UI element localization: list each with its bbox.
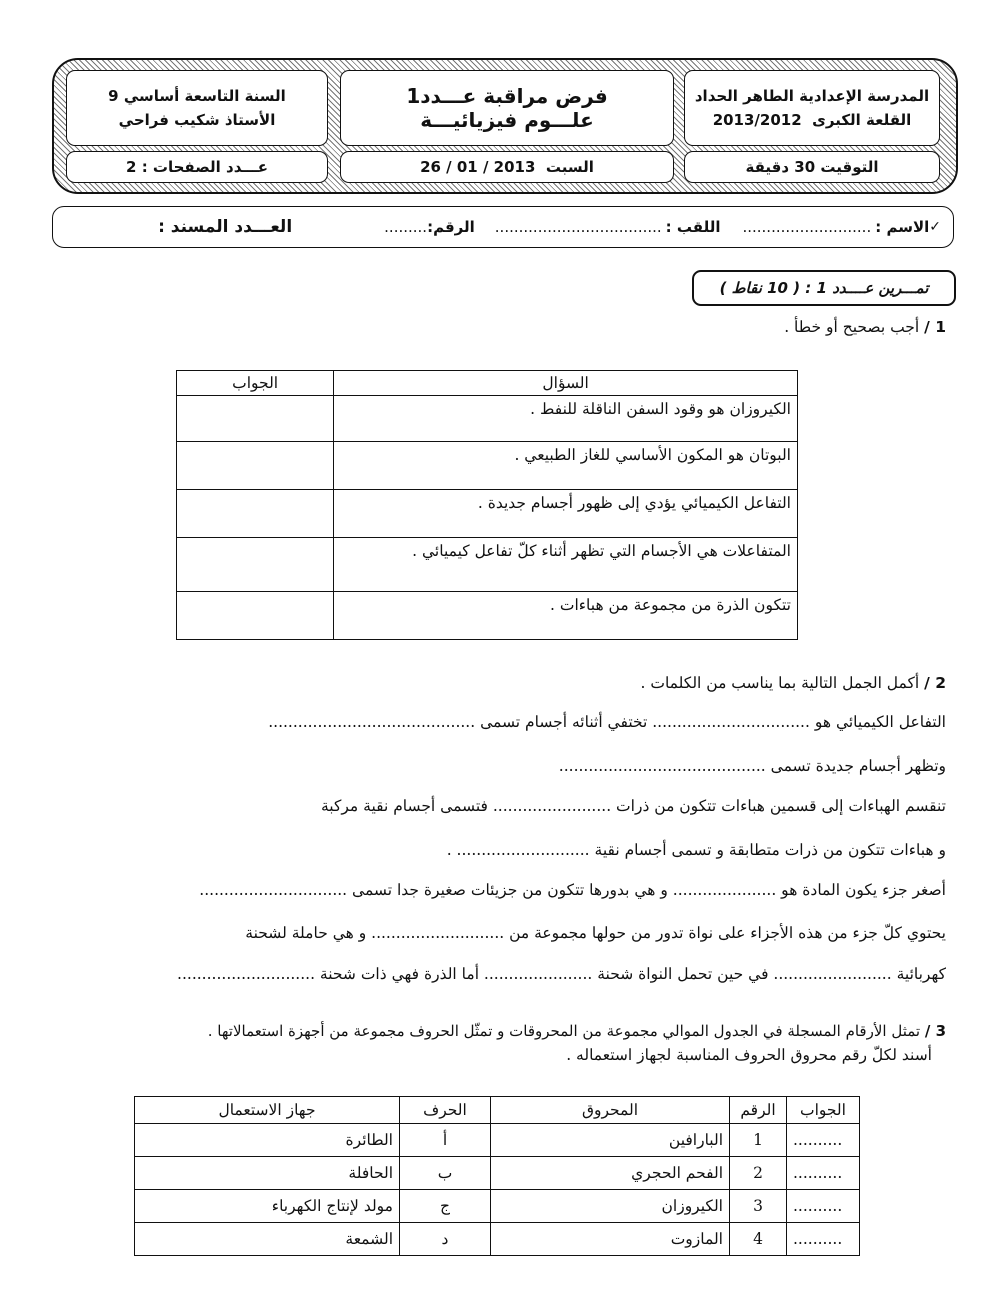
fuel-header: المحروق [491,1097,730,1124]
page-count-label: عـــدد الصفحات : [141,158,268,176]
answer-blank[interactable]: .......... [787,1124,860,1157]
school-place-year [713,108,912,132]
page-count-value: 2 [126,158,137,176]
table-row: الكيروزان هو وقود السفن الناقلة للنفط . [334,396,798,442]
number-label: الرقم: [427,218,475,236]
q3-text-2: أسند لكلّ رقم محروق الحروف المناسبة لجهاز استعماله . [566,1046,932,1064]
header-time-box [684,151,940,183]
answer-cell[interactable] [177,396,334,442]
q2-text: أكمل الجمل التالية بما يناسب من الكلمات . [640,674,920,692]
answer-cell[interactable] [177,490,334,538]
fuel-name: البارافين [491,1124,730,1157]
fuel-number: 3 [730,1190,787,1223]
answer-cell[interactable] [177,592,334,640]
number-header: الرقم [730,1097,787,1124]
answer-blank[interactable]: .......... [787,1190,860,1223]
q2-line-4[interactable]: و هباءات تتكون من ذرات متطابقة و تسمى أجسام نقية ........................... . [446,841,946,859]
q3-number: 3 / [924,1022,946,1040]
name-label: الاسم : [875,218,930,236]
class-level: السنة التاسعة أساسي 9 [108,87,286,105]
school-place: القلعة الكبرى [812,111,912,129]
q3-prompt [208,1022,946,1040]
letter-header: الحرف [400,1097,491,1124]
q3-text-1: تمثل الأرقام المسجلة في الجدول الموالي مجموعة من المحروقات و تمثّل الحروف مجموعة من أجهزة استعمالاتها . [207,1022,921,1040]
teacher-name: الأستاذ شكيب فراحي [118,111,276,129]
table-row [135,1223,860,1256]
table-row: المتفاعلات هي الأجسام التي تظهر أثناء كلّ تفاعل كيميائي . [334,538,798,592]
q1-prompt [784,318,946,336]
school-name: المدرسة الإعدادية الطاهر الحداد [694,87,930,105]
header-school-box [684,70,940,146]
exam-day: السبت [545,158,594,176]
q2-line-1[interactable]: التفاعل الكيميائي هو ................................ تختفي أثنائه أجسام تسمى .......................................... [268,713,946,731]
surname-field[interactable]: ................................... [494,218,662,236]
answer-cell[interactable] [177,442,334,490]
col-question-header: السؤال [334,371,798,396]
q2-line-7[interactable]: كهربائية ........................ في حين تحمل النواة شحنة ...................... أما الذرة فهي ذات شحنة ............................ [177,965,946,983]
device-name: مولد لإنتاج الكهرباء [135,1190,400,1223]
fuel-number: 1 [730,1124,787,1157]
device-name: الطائرة [135,1124,400,1157]
table-row [135,1190,860,1223]
device-letter: ج [400,1190,491,1223]
header-date-box [340,151,674,183]
device-letter: ب [400,1157,491,1190]
table-row: البوتان هو المكون الأساسي للغاز الطبيعي . [334,442,798,490]
name-field[interactable]: ........................... [742,218,872,236]
q1-number: 1 / [924,318,946,336]
student-info-bar [52,206,954,248]
exercise-title: تمـــرين عــــدد 1 : ( 10 نقاط ) [692,270,956,306]
checkmark-icon: ✓ [929,219,941,235]
header-pages-box [66,151,328,183]
device-header: جهاز الاستعمال [135,1097,400,1124]
q2-line-3[interactable]: تنقسم الهباءات إلى قسمين هباءات تتكون من ذرات ........................ فتسمى أجسام نقية مركبة [320,797,946,815]
answer-blank[interactable]: .......... [787,1223,860,1256]
fuel-name: الكيروزان [491,1190,730,1223]
number-field[interactable]: ......... [384,218,428,236]
device-name: الشمعة [135,1223,400,1256]
surname-label: اللقب : [665,218,721,236]
table-row: تتكون الذرة من مجموعة من هباءات . [334,592,798,640]
table-row [135,1124,860,1157]
fuel-number: 4 [730,1223,787,1256]
header-class-box [66,70,328,146]
exam-date [420,155,594,179]
q2-prompt [641,674,947,692]
table-row: التفاعل الكيميائي يؤدي إلى ظهور أجسام جديدة . [334,490,798,538]
exam-subject: علـــوم فيزيائيـــة [420,108,594,132]
header-title-box [340,70,674,146]
duration-label: التوقيت [820,158,879,176]
device-name: الحافلة [135,1157,400,1190]
device-letter: د [400,1223,491,1256]
q2-line-6[interactable]: يحتوي كلّ جزء من هذه الأجزاء على نواة تدور من حولها مجموعة من ........................... و هي حاملة لشحنة [245,924,946,942]
school-year: 2013/2012 [712,111,802,129]
fuel-matching-table [134,1096,860,1256]
q2-number: 2 / [924,674,946,692]
exam-date-value: 26 / 01 / 2013 [420,158,536,176]
duration-value: 30 دقيقة [745,158,816,176]
q1-text: أجب بصحيح أو خطأ . [784,318,920,336]
grade-label: العـــدد المسند : [158,217,293,237]
answer-blank[interactable]: .......... [787,1157,860,1190]
fuel-name: الفحم الحجري [491,1157,730,1190]
exam-duration [746,155,879,179]
table-row [135,1157,860,1190]
page-count [126,155,268,179]
device-letter: أ [400,1124,491,1157]
answer-cell[interactable] [177,538,334,592]
answer-header: الجواب [787,1097,860,1124]
q2-line-5[interactable]: أصغر جزء يكون المادة هو ..................... و هي بدورها تتكون من جزيئات صغيرة جدا تسمى .............................. [199,881,946,899]
q2-line-2[interactable]: وتظهر أجسام جديدة تسمى .......................................... [558,757,946,775]
col-answer-header: الجواب [177,371,334,396]
exam-title: فرض مراقبة عـــدد1 [406,84,608,108]
true-false-table [176,370,798,640]
fuel-number: 2 [730,1157,787,1190]
fuel-name: المازوت [491,1223,730,1256]
